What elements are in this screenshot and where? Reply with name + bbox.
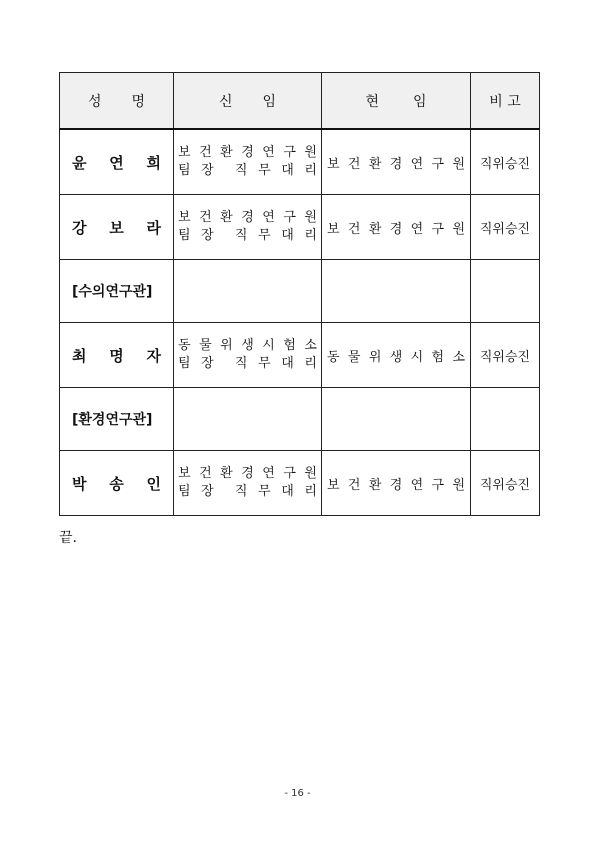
name-char: 윤 [72, 153, 87, 172]
position-char: 직 [234, 484, 248, 499]
position-char: 연 [410, 156, 424, 172]
name-char: 명 [109, 346, 124, 365]
position-char: 위 [368, 349, 382, 365]
position-char: 물 [347, 349, 361, 365]
table-row [60, 451, 540, 516]
new-position-line1 [178, 465, 317, 483]
name-char: 인 [146, 474, 161, 493]
position-char: 생 [241, 338, 254, 353]
person-name [60, 451, 174, 516]
position-char: 보 [178, 145, 191, 160]
note-cell: 직위승진 [471, 323, 540, 388]
position-char: 보 [178, 466, 191, 481]
name-char: 라 [146, 218, 161, 237]
position-char: 연 [410, 221, 424, 237]
position-char: 환 [368, 477, 382, 493]
position-char: 시 [410, 349, 424, 365]
position-char: 팀 [178, 356, 191, 371]
section-row [60, 260, 540, 323]
position-char: 동 [327, 349, 340, 365]
position-char: 험 [283, 338, 296, 353]
position-char: 구 [283, 145, 296, 160]
name-char: 강 [72, 218, 87, 237]
position-char: 건 [347, 221, 361, 237]
empty-cell [174, 260, 322, 323]
position-char: 장 [201, 356, 214, 371]
note-cell: 직위승진 [471, 451, 540, 516]
position-char: 구 [431, 477, 445, 493]
position-char: 팀 [178, 228, 191, 243]
table-row [60, 323, 540, 388]
header-name: 성 명 [60, 73, 174, 130]
position-char: 보 [327, 477, 340, 493]
empty-cell [322, 388, 471, 451]
position-char: 무 [258, 228, 271, 243]
header-new-position: 신 임 [174, 73, 322, 130]
position-char: 팀 [178, 484, 191, 499]
position-char: 장 [201, 484, 214, 499]
position-char: 경 [241, 466, 254, 481]
new-position [174, 195, 322, 260]
position-char: 원 [452, 221, 465, 237]
position-char: 무 [258, 163, 271, 178]
position-char: 원 [304, 210, 317, 225]
position-char: 건 [199, 210, 212, 225]
position-char: 보 [327, 156, 340, 172]
current-position [322, 195, 471, 260]
position-char: 원 [304, 145, 317, 160]
name-char: 박 [72, 474, 87, 493]
position-char: 원 [452, 156, 465, 172]
new-position-line2 [178, 483, 317, 501]
empty-cell [174, 388, 322, 451]
name-char: 자 [146, 346, 161, 365]
position-char: 연 [262, 466, 275, 481]
position-char: 경 [241, 145, 254, 160]
position-char: 직 [234, 356, 248, 371]
section-label: [환경연구관] [60, 388, 174, 451]
position-char: 물 [199, 338, 212, 353]
position-char: 보 [178, 210, 191, 225]
position-char: 대 [281, 228, 294, 243]
table-row [60, 195, 540, 260]
position-char: 생 [389, 349, 403, 365]
page-number: - 16 - [284, 788, 311, 799]
header-current-position: 현 임 [322, 73, 471, 130]
current-position [322, 323, 471, 388]
position-char: 장 [201, 163, 214, 178]
new-position [174, 323, 322, 388]
position-char: 연 [262, 210, 275, 225]
position-char: 환 [368, 221, 382, 237]
empty-cell [471, 260, 540, 323]
table-header-row [60, 73, 540, 130]
position-char: 경 [389, 156, 403, 172]
position-char: 구 [431, 221, 445, 237]
position-char: 장 [201, 228, 214, 243]
new-position [174, 451, 322, 516]
position-char: 무 [258, 484, 271, 499]
position-char: 원 [452, 477, 465, 493]
name-char: 보 [109, 218, 124, 237]
new-position-line1 [178, 144, 317, 162]
position-char: 동 [178, 338, 191, 353]
position-char: 무 [258, 356, 271, 371]
position-char: 시 [262, 338, 275, 353]
section-label: [수의연구관] [60, 260, 174, 323]
new-position [174, 129, 322, 195]
position-char: 경 [389, 477, 403, 493]
position-char: 위 [220, 338, 233, 353]
position-char: 경 [241, 210, 254, 225]
position-char: 대 [281, 484, 294, 499]
position-char: 구 [283, 466, 296, 481]
position-char: 대 [281, 356, 294, 371]
new-position-line2 [178, 227, 317, 245]
position-char: 소 [304, 338, 317, 353]
position-char: 험 [431, 349, 445, 365]
position-char: 원 [304, 466, 317, 481]
position-char: 리 [304, 356, 317, 371]
empty-cell [322, 260, 471, 323]
name-char: 최 [72, 346, 87, 365]
position-char: 직 [234, 163, 248, 178]
current-position [322, 129, 471, 195]
position-char: 보 [327, 221, 340, 237]
name-char: 송 [109, 474, 124, 493]
new-position-line2 [178, 162, 317, 180]
header-note: 비 고 [471, 73, 540, 130]
empty-cell [471, 388, 540, 451]
position-char: 환 [368, 156, 382, 172]
person-name [60, 195, 174, 260]
position-char: 구 [283, 210, 296, 225]
name-char: 연 [109, 153, 124, 172]
current-position [322, 451, 471, 516]
table-row [60, 129, 540, 195]
new-position-line2 [178, 355, 317, 373]
position-char: 리 [304, 484, 317, 499]
note-cell: 직위승진 [471, 129, 540, 195]
position-char: 건 [199, 466, 212, 481]
position-char: 건 [347, 477, 361, 493]
new-position-line1 [178, 209, 317, 227]
position-char: 환 [220, 466, 233, 481]
position-char: 대 [281, 163, 294, 178]
person-name [60, 323, 174, 388]
note-cell: 직위승진 [471, 195, 540, 260]
position-char: 팀 [178, 163, 191, 178]
position-char: 연 [262, 145, 275, 160]
personnel-table [59, 72, 540, 516]
end-mark: 끝. [59, 530, 77, 546]
position-char: 경 [389, 221, 403, 237]
position-char: 구 [431, 156, 445, 172]
position-char: 환 [220, 145, 233, 160]
position-char: 건 [199, 145, 212, 160]
position-char: 리 [304, 228, 317, 243]
position-char: 직 [234, 228, 248, 243]
new-position-line1 [178, 337, 317, 355]
section-row [60, 388, 540, 451]
position-char: 환 [220, 210, 233, 225]
position-char: 연 [410, 477, 424, 493]
position-char: 리 [304, 163, 317, 178]
position-char: 소 [452, 349, 465, 365]
person-name [60, 129, 174, 195]
name-char: 희 [146, 153, 161, 172]
position-char: 건 [347, 156, 361, 172]
